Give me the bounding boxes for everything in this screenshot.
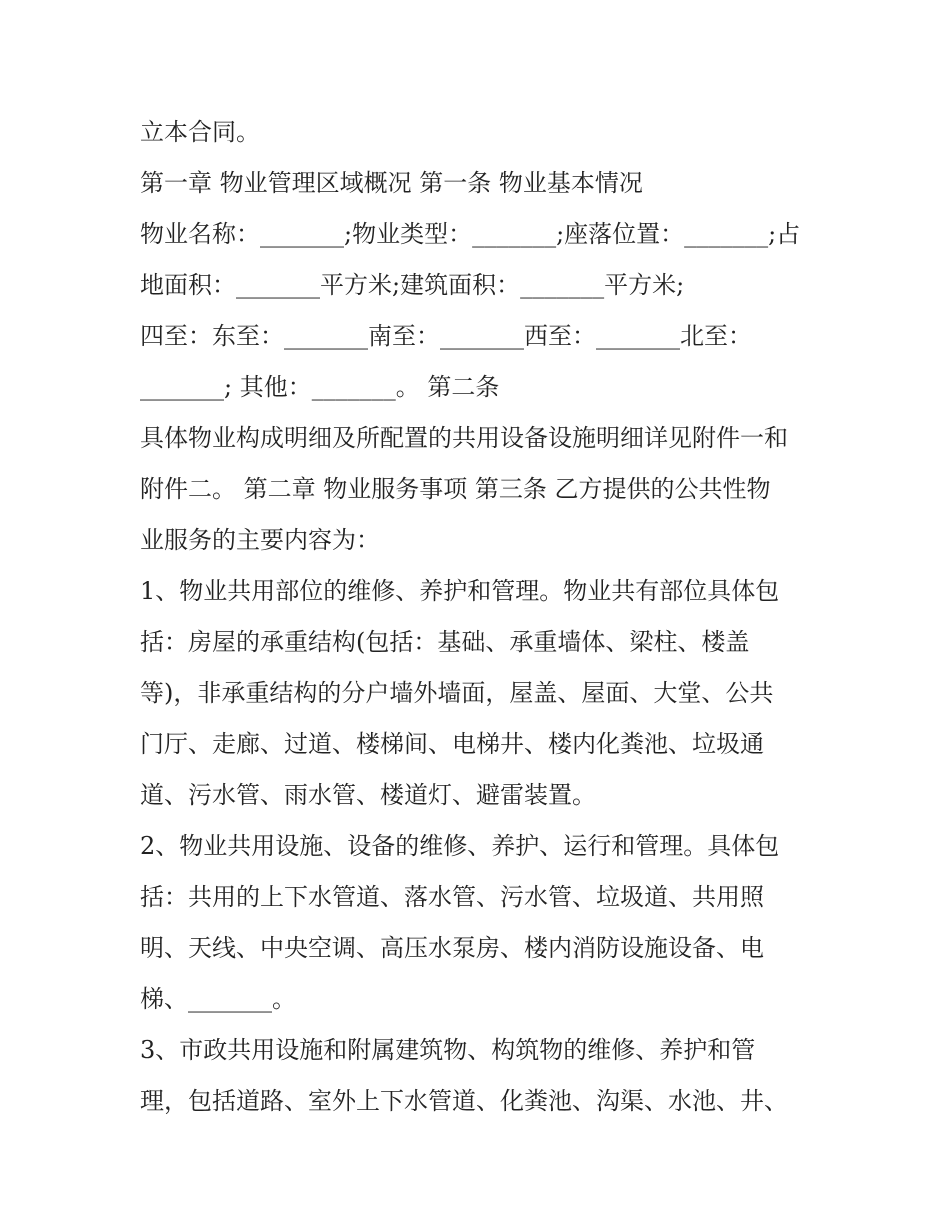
list-item-line: 1、物业共用部位的维修、养护和管理。物业共有部位具体包 xyxy=(140,577,780,605)
chapter-heading-line: 第一章 物业管理区域概况 第一条 物业基本情况 xyxy=(140,169,643,197)
text-line: 立本合同。 xyxy=(140,118,260,146)
text-line: 括：房屋的承重结构(包括：基础、承重墙体、梁柱、楼盖 xyxy=(140,628,750,656)
text-line: 具体物业构成明细及所配置的共用设备设施明细详见附件一和 xyxy=(140,424,788,452)
text-line: _______; 其他：_______。 第二条 xyxy=(140,373,500,401)
document-body xyxy=(140,107,820,1127)
text-line: 四至：东至：_______南至：_______西至：_______北至： xyxy=(140,322,752,350)
list-item-line: 3、市政共用设施和附属建筑物、构筑物的维修、养护和管 xyxy=(140,1036,756,1064)
text-line: 道、污水管、雨水管、楼道灯、避雷装置。 xyxy=(140,781,596,809)
text-line: 门厅、走廊、过道、楼梯间、电梯井、楼内化粪池、垃圾通 xyxy=(140,730,764,758)
text-line: 等)，非承重结构的分户墙外墙面，屋盖、屋面、大堂、公共 xyxy=(140,679,774,707)
text-line: 理，包括道路、室外上下水管道、化粪池、沟渠、水池、井、 xyxy=(140,1087,788,1115)
text-line: 物业名称：_______;物业类型：_______;座落位置：_______;占 xyxy=(140,220,801,248)
text-line: 明、天线、中央空调、高压水泵房、楼内消防设施设备、电 xyxy=(140,934,764,962)
text-line: 地面积：_______平方米;建筑面积：_______平方米; xyxy=(140,271,685,299)
text-line: 括：共用的上下水管道、落水管、污水管、垃圾道、共用照 xyxy=(140,883,764,911)
text-line: 业服务的主要内容为： xyxy=(140,526,380,554)
list-item-line: 2、物业共用设施、设备的维修、养护、运行和管理。具体包 xyxy=(140,832,780,860)
text-line: 梯、_______。 xyxy=(140,985,296,1013)
text-line: 附件二。 第二章 物业服务事项 第三条 乙方提供的公共性物 xyxy=(140,475,771,503)
